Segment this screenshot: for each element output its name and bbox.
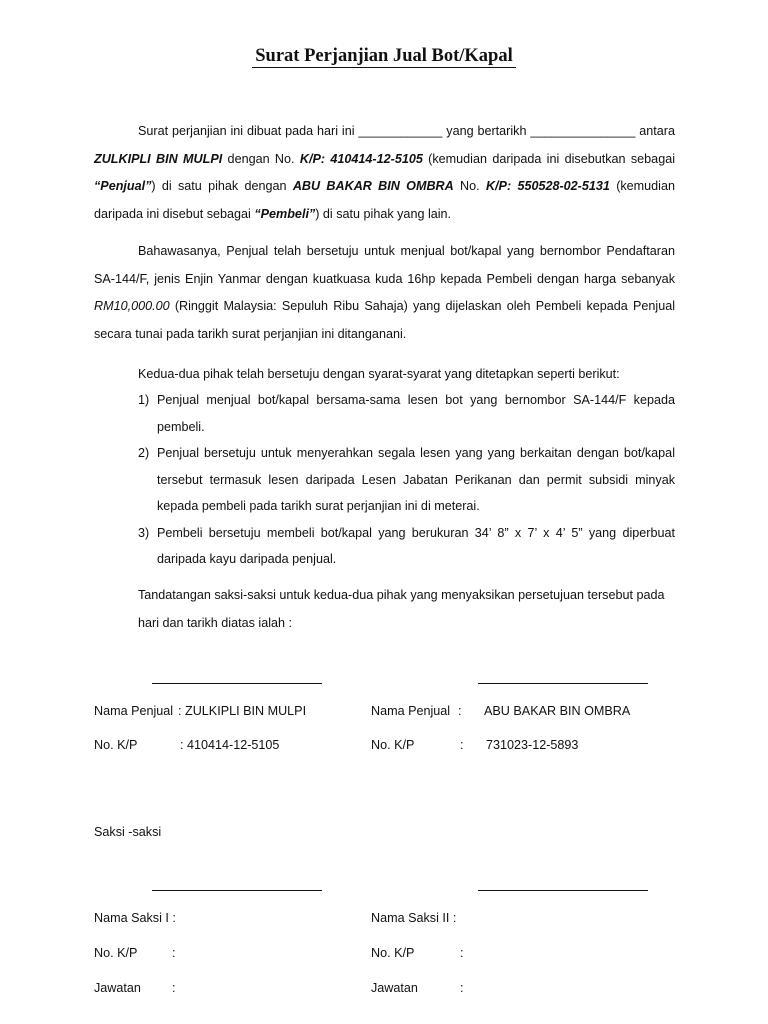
- buyer-name-colon: :: [458, 704, 462, 718]
- para1-text-4: ) di satu pihak dengan: [151, 179, 293, 193]
- terms-list: [138, 387, 675, 573]
- witness2-job-label: Jawatan: [371, 981, 418, 995]
- seller-role: “Penjual”: [94, 179, 152, 193]
- witness1-signature-line: [152, 890, 322, 891]
- agreement-paragraph: [94, 238, 675, 348]
- terms-intro: Kedua-dua pihak telah bersetuju dengan syarat-syarat yang ditetapkan seperti berikut:: [138, 367, 620, 381]
- list-item: [138, 520, 675, 573]
- para1-text-2: dengan No.: [222, 151, 300, 166]
- term-number: 1): [138, 393, 150, 407]
- seller-signature-line: [152, 683, 322, 684]
- sale-price: RM10,000.00: [94, 299, 170, 313]
- opening-paragraph: [94, 118, 675, 228]
- closing-paragraph: Tandatangan saksi-saksi untuk kedua-dua pihak yang menyaksikan persetujuan tersebut pada hari dan tarikh diatas ialah :: [138, 588, 665, 630]
- document-title: [0, 46, 768, 67]
- buyer-kp-colon: :: [460, 738, 464, 752]
- witness-heading: Saksi -saksi: [94, 825, 162, 839]
- witness1-kp-colon: :: [172, 946, 176, 960]
- witness2-name-label: Nama Saksi II :: [371, 911, 457, 925]
- para1-text-3: (kemudian daripada ini disebutkan sebagai: [422, 151, 675, 166]
- seller-kp-value: : 410414-12-5105: [180, 738, 280, 752]
- list-item: [138, 387, 675, 440]
- buyer-role: “Pembeli”: [254, 206, 316, 221]
- term-number: 3): [138, 525, 150, 540]
- witness1-kp-label: No. K/P: [94, 946, 138, 960]
- witness2-kp-colon: :: [460, 946, 464, 960]
- term-text: Penjual menjual bot/kapal bersama-sama lesen bot yang bernombor SA-144/F kepada pembeli.: [157, 393, 675, 434]
- witness1-job-label: Jawatan: [94, 981, 141, 995]
- witness1-job-colon: :: [172, 981, 176, 995]
- para1-text-6: (kemudian daripada ini disebut sebagai: [94, 179, 675, 221]
- buyer-signature-line: [478, 683, 648, 684]
- buyer-kp-value: 731023-12-5893: [486, 738, 579, 752]
- term-text: Pembeli bersetuju membeli bot/kapal yang berukuran 34’ 8” x 7’ x 4’ 5” yang diperbuat daripada kayu daripada penjual.: [157, 525, 675, 566]
- list-item: [138, 440, 675, 520]
- seller-name-label: Nama Penjual: [94, 704, 174, 718]
- para1-text-7: ) di satu pihak yang lain.: [315, 206, 452, 221]
- witness2-job-colon: :: [460, 981, 464, 995]
- buyer-kp: K/P: 550528-02-5131: [485, 179, 610, 193]
- witness1-name-label: Nama Saksi I :: [94, 911, 176, 925]
- buyer-kp-label: No. K/P: [371, 738, 415, 752]
- term-number: 2): [138, 446, 150, 460]
- para2-text-1: Bahawasanya, Penjual telah bersetuju untuk menjual bot/kapal yang bernombor Pendaftaran SA-144/F, jenis Enjin Yanmar dengan kuatkuasa kuda 16hp kepada Pembeli dengan harga sebanyak: [94, 244, 675, 286]
- para2-text-2: (Ringgit Malaysia: Sepuluh Ribu Sahaja) yang dijelaskan oleh Pembeli kepada Penjual secara tunai pada tarikh surat perjanjian ini ditanganani.: [94, 299, 675, 341]
- buyer-name-label: Nama Penjual: [371, 704, 451, 718]
- buyer-name-value: ABU BAKAR BIN OMBRA: [484, 704, 631, 718]
- seller-kp-label: No. K/P: [94, 738, 138, 752]
- seller-kp: K/P: 410414-12-5105: [299, 151, 423, 166]
- document-title-text: Surat Perjanjian Jual Bot/Kapal: [252, 46, 515, 68]
- term-text: Penjual bersetuju untuk menyerahkan segala lesen yang yang berkaitan dengan bot/kapal tersebut termasuk lesen daripada Lesen Jabatan Perikanan dan permit subsidi minyak kepada pembeli pada tarikh surat perjanjian ini di meterai.: [157, 446, 675, 513]
- buyer-name: ABU BAKAR BIN OMBRA: [292, 179, 454, 193]
- para1-text-1: Surat perjanjian ini dibuat pada hari ini ____________ yang bertarikh _______________ antara: [138, 124, 675, 138]
- seller-name-value: : ZULKIPLI BIN MULPI: [178, 704, 307, 718]
- para1-text-5: No.: [453, 179, 486, 193]
- witness2-kp-label: No. K/P: [371, 946, 415, 960]
- seller-name: ZULKIPLI BIN MULPI: [94, 151, 223, 166]
- witness2-signature-line: [478, 890, 648, 891]
